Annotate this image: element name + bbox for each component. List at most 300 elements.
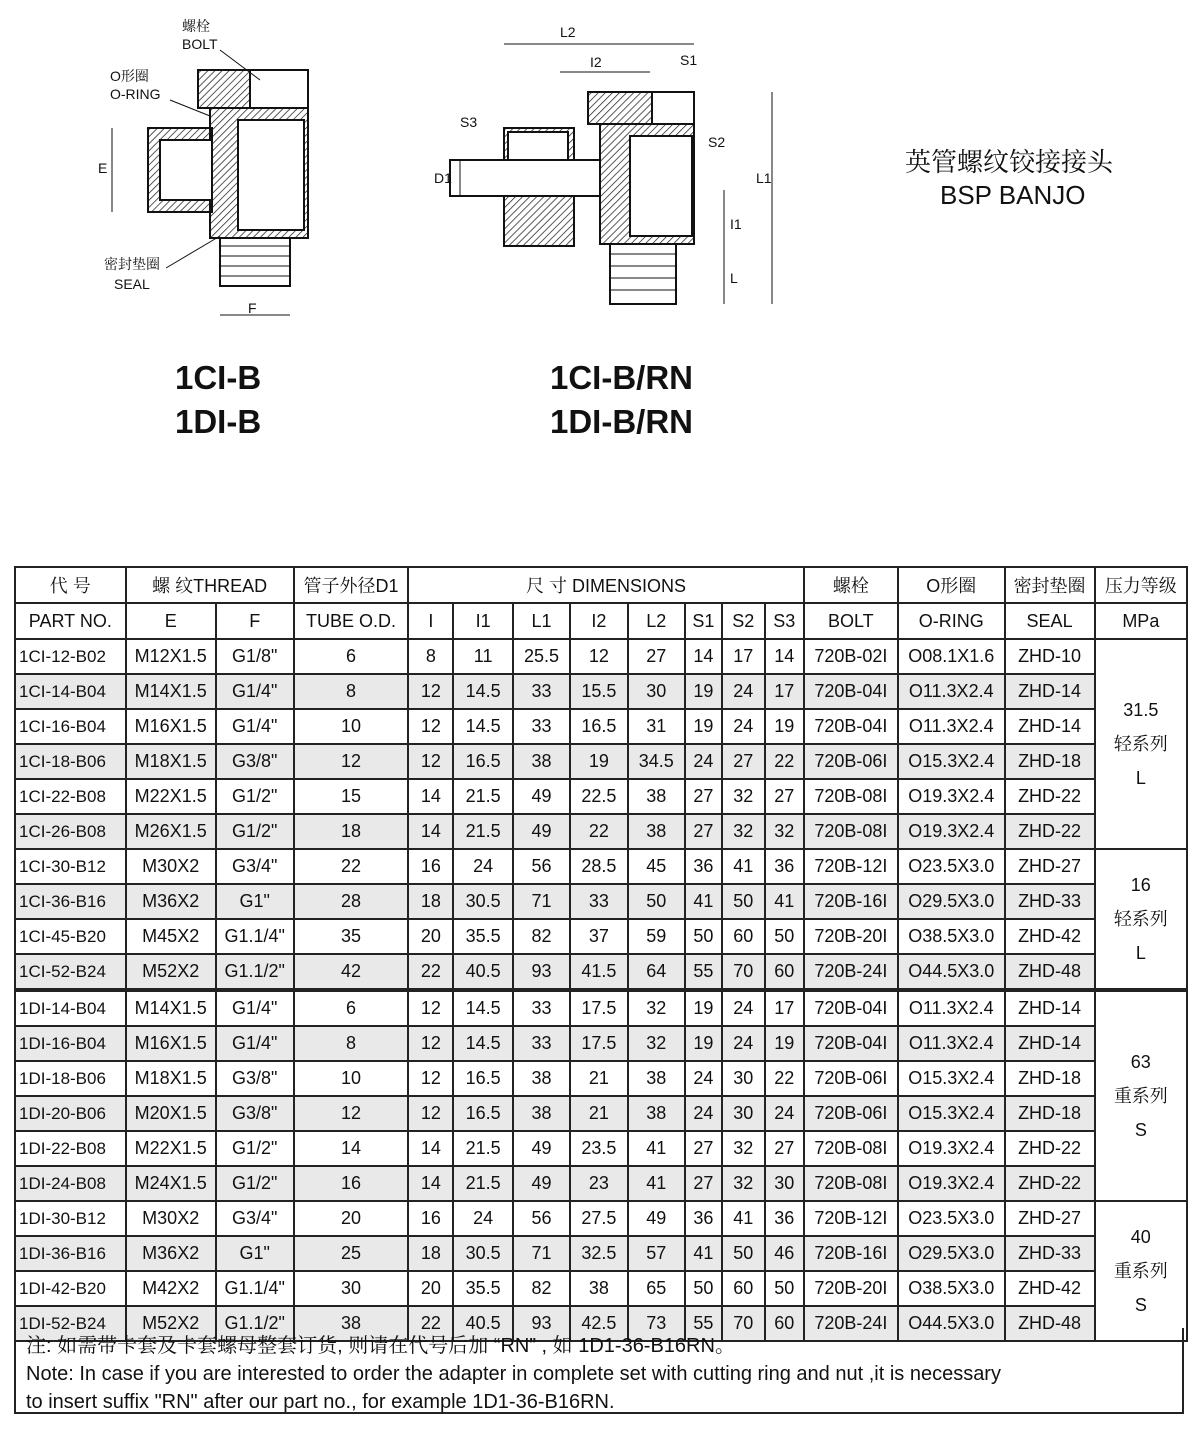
table-cell: 49: [513, 779, 570, 814]
header-seal-cn: 密封垫圈: [1005, 567, 1095, 603]
table-cell: 41: [722, 849, 765, 884]
table-cell: 27: [685, 1166, 722, 1201]
table-cell: 18: [408, 1236, 453, 1271]
table-row: [15, 954, 1187, 990]
table-cell: M18X1.5: [126, 1061, 216, 1096]
table-cell: 720B-24I: [804, 954, 898, 990]
table-cell: 57: [628, 1236, 685, 1271]
table-cell: 49: [513, 1166, 570, 1201]
table-cell: 38: [628, 779, 685, 814]
table-cell: 32: [722, 1166, 765, 1201]
pressure-series-cn: 重系列: [1113, 1086, 1168, 1106]
table-row: [15, 1201, 1187, 1236]
table-row: [15, 1026, 1187, 1061]
table-cell: 45: [628, 849, 685, 884]
table-cell: O15.3X2.4: [898, 1061, 1005, 1096]
pressure-value: 16: [1130, 875, 1151, 895]
table-cell: ZHD-48: [1005, 1306, 1095, 1341]
header-pressure-en: MPa: [1095, 603, 1187, 639]
pressure-series-cn: 轻系列: [1113, 734, 1168, 754]
table-row: [15, 779, 1187, 814]
table-cell: 16.5: [453, 1061, 512, 1096]
part-number-cell: 1DI-24-B08: [15, 1166, 126, 1201]
table-cell: 720B-16I: [804, 1236, 898, 1271]
header-bolt-cn: 螺栓: [804, 567, 898, 603]
table-cell: M18X1.5: [126, 744, 216, 779]
table-cell: 42: [294, 954, 409, 990]
table-cell: 30: [628, 674, 685, 709]
table-cell: 71: [513, 1236, 570, 1271]
table-cell: O19.3X2.4: [898, 779, 1005, 814]
table-cell: 27: [685, 1131, 722, 1166]
table-cell: 16: [408, 849, 453, 884]
table-cell: 10: [294, 1061, 409, 1096]
table-cell: 27: [685, 779, 722, 814]
table-cell: 14: [408, 1131, 453, 1166]
dim-s1-label: S1: [680, 52, 698, 68]
table-cell: 12: [294, 1096, 409, 1131]
pressure-class-cell: [1095, 639, 1187, 849]
table-cell: 19: [685, 709, 722, 744]
table-cell: ZHD-42: [1005, 1271, 1095, 1306]
part-number-cell: 1DI-52-B24: [15, 1306, 126, 1341]
table-cell: O29.5X3.0: [898, 1236, 1005, 1271]
table-cell: O38.5X3.0: [898, 919, 1005, 954]
table-cell: 30: [294, 1271, 409, 1306]
part-number-cell: 1CI-26-B08: [15, 814, 126, 849]
table-cell: 56: [513, 849, 570, 884]
table-cell: M14X1.5: [126, 674, 216, 709]
table-cell: 24: [685, 1061, 722, 1096]
table-cell: 32: [722, 1131, 765, 1166]
table-cell: O19.3X2.4: [898, 1131, 1005, 1166]
banjo-rn-section-drawing: [430, 20, 800, 320]
table-cell: 30.5: [453, 884, 512, 919]
table-cell: ZHD-33: [1005, 1236, 1095, 1271]
pressure-value: 63: [1130, 1052, 1151, 1072]
table-cell: 14.5: [453, 709, 512, 744]
table-cell: G1": [216, 1236, 294, 1271]
table-cell: G3/8": [216, 1061, 294, 1096]
product-title-en: BSP BANJO: [940, 180, 1086, 210]
table-cell: 28.5: [570, 849, 627, 884]
table-cell: 30.5: [453, 1236, 512, 1271]
table-cell: 20: [408, 919, 453, 954]
table-cell: 720B-04I: [804, 990, 898, 1026]
table-cell: M16X1.5: [126, 709, 216, 744]
header-seal-en: SEAL: [1005, 603, 1095, 639]
table-cell: 32.5: [570, 1236, 627, 1271]
table-cell: 30: [722, 1061, 765, 1096]
table-cell: 38: [628, 1096, 685, 1131]
table-cell: 32: [628, 990, 685, 1026]
table-cell: ZHD-33: [1005, 884, 1095, 919]
table-cell: 8: [294, 674, 409, 709]
table-cell: 41.5: [570, 954, 627, 990]
table-cell: 12: [408, 1061, 453, 1096]
table-row: [15, 884, 1187, 919]
table-cell: O29.5X3.0: [898, 884, 1005, 919]
table-cell: 720B-08I: [804, 779, 898, 814]
pressure-class-cell: [1095, 849, 1187, 990]
table-cell: 16: [408, 1201, 453, 1236]
table-cell: 14: [408, 779, 453, 814]
table-cell: 38: [513, 1061, 570, 1096]
table-cell: G3/4": [216, 1201, 294, 1236]
note-en-line1: Note: In case if you are interested to order the adapter in complete set with cutting ring and nut ,it is necessary: [26, 1363, 1001, 1385]
table-cell: 40.5: [453, 954, 512, 990]
table-cell: G1/2": [216, 779, 294, 814]
dimension-table: [14, 566, 1188, 1342]
table-cell: ZHD-10: [1005, 639, 1095, 674]
table-cell: G1": [216, 884, 294, 919]
part-number-cell: 1CI-14-B04: [15, 674, 126, 709]
table-cell: 50: [722, 1236, 765, 1271]
pressure-series-cn: 重系列: [1113, 1261, 1168, 1281]
table-cell: 19: [685, 1026, 722, 1061]
table-cell: 21.5: [453, 779, 512, 814]
table-cell: O11.3X2.4: [898, 1026, 1005, 1061]
table-cell: G1/4": [216, 674, 294, 709]
table-cell: O15.3X2.4: [898, 1096, 1005, 1131]
table-cell: 16.5: [570, 709, 627, 744]
table-cell: 15: [294, 779, 409, 814]
seal-en-label: SEAL: [114, 276, 150, 292]
table-cell: 56: [513, 1201, 570, 1236]
table-cell: G1/4": [216, 1026, 294, 1061]
table-cell: 720B-08I: [804, 814, 898, 849]
table-cell: 720B-04I: [804, 709, 898, 744]
table-cell: M52X2: [126, 954, 216, 990]
drawing-left: [70, 10, 330, 330]
table-cell: ZHD-22: [1005, 814, 1095, 849]
table-cell: 36: [765, 849, 804, 884]
table-cell: ZHD-42: [1005, 919, 1095, 954]
pressure-class-cell: [1095, 990, 1187, 1201]
model-right-1: 1CI-B/RN: [550, 359, 694, 396]
table-cell: 65: [628, 1271, 685, 1306]
table-cell: 23.5: [570, 1131, 627, 1166]
part-number-cell: 1CI-36-B16: [15, 884, 126, 919]
table-cell: 720B-24I: [804, 1306, 898, 1341]
bolt-en-label: BOLT: [182, 36, 218, 52]
pressure-series: L: [1135, 768, 1146, 788]
table-cell: G1.1/4": [216, 919, 294, 954]
table-cell: 36: [765, 1201, 804, 1236]
table-cell: 34.5: [628, 744, 685, 779]
pressure-value: 31.5: [1123, 700, 1159, 720]
table-cell: ZHD-27: [1005, 849, 1095, 884]
table-header-row-1: [15, 567, 1187, 603]
table-cell: 14.5: [453, 674, 512, 709]
table-cell: 720B-08I: [804, 1131, 898, 1166]
model-left-2: 1DI-B: [175, 403, 262, 440]
table-cell: 38: [628, 814, 685, 849]
table-cell: 41: [722, 1201, 765, 1236]
table-cell: 27: [722, 744, 765, 779]
table-cell: ZHD-22: [1005, 1166, 1095, 1201]
table-row: [15, 744, 1187, 779]
table-cell: 49: [513, 814, 570, 849]
table-cell: 25.5: [513, 639, 570, 674]
header-thread: 螺 纹THREAD: [126, 567, 294, 603]
table-cell: 19: [570, 744, 627, 779]
header-col-i: I: [408, 603, 453, 639]
table-cell: 12: [570, 639, 627, 674]
table-cell: 18: [294, 814, 409, 849]
part-number-cell: 1DI-30-B12: [15, 1201, 126, 1236]
table-cell: 24: [722, 674, 765, 709]
table-cell: 21: [570, 1061, 627, 1096]
table-cell: 10: [294, 709, 409, 744]
table-cell: 41: [628, 1131, 685, 1166]
table-cell: G1/2": [216, 1166, 294, 1201]
table-cell: 93: [513, 954, 570, 990]
dim-s2-label: S2: [708, 134, 726, 150]
table-cell: 60: [722, 1271, 765, 1306]
table-cell: ZHD-27: [1005, 1201, 1095, 1236]
table-cell: 32: [722, 779, 765, 814]
table-row: [15, 1271, 1187, 1306]
part-number-cell: 1CI-30-B12: [15, 849, 126, 884]
table-cell: 720B-06I: [804, 1096, 898, 1131]
dim-f-label: F: [248, 300, 257, 316]
table-cell: 59: [628, 919, 685, 954]
table-cell: M24X1.5: [126, 1166, 216, 1201]
table-cell: G1/2": [216, 814, 294, 849]
table-cell: M12X1.5: [126, 639, 216, 674]
table-cell: 720B-02I: [804, 639, 898, 674]
header-part-en: PART NO.: [15, 603, 126, 639]
table-cell: 37: [570, 919, 627, 954]
header-col-s3: S3: [765, 603, 804, 639]
table-cell: 33: [570, 884, 627, 919]
table-cell: 17.5: [570, 990, 627, 1026]
part-number-cell: 1DI-20-B06: [15, 1096, 126, 1131]
table-cell: M42X2: [126, 1271, 216, 1306]
table-cell: M14X1.5: [126, 990, 216, 1026]
dim-l2-label: L2: [560, 24, 576, 40]
table-cell: ZHD-14: [1005, 709, 1095, 744]
table-cell: 24: [685, 1096, 722, 1131]
table-cell: 16.5: [453, 1096, 512, 1131]
part-number-cell: 1DI-18-B06: [15, 1061, 126, 1096]
table-cell: O44.5X3.0: [898, 954, 1005, 990]
table-cell: 19: [685, 674, 722, 709]
table-cell: 14: [408, 1166, 453, 1201]
table-cell: G1/4": [216, 709, 294, 744]
table-cell: 19: [765, 1026, 804, 1061]
table-cell: 24: [722, 990, 765, 1026]
table-cell: 14: [765, 639, 804, 674]
table-cell: 21: [570, 1096, 627, 1131]
table-cell: 27.5: [570, 1201, 627, 1236]
table-cell: 70: [722, 954, 765, 990]
table-cell: G3/8": [216, 744, 294, 779]
table-cell: G1/4": [216, 990, 294, 1026]
table-cell: 42.5: [570, 1306, 627, 1341]
table-cell: 49: [628, 1201, 685, 1236]
header-col-i2: I2: [570, 603, 627, 639]
table-cell: 12: [294, 744, 409, 779]
table-row: [15, 1166, 1187, 1201]
table-cell: 93: [513, 1306, 570, 1341]
table-cell: 50: [722, 884, 765, 919]
table-cell: O15.3X2.4: [898, 744, 1005, 779]
table-cell: 35.5: [453, 1271, 512, 1306]
table-header-row-2: [15, 603, 1187, 639]
table-cell: 27: [765, 779, 804, 814]
table-cell: 41: [685, 884, 722, 919]
dim-l-label: L: [730, 270, 738, 286]
table-cell: G3/4": [216, 849, 294, 884]
header-pressure-cn: 压力等级: [1095, 567, 1187, 603]
table-cell: 38: [513, 1096, 570, 1131]
table-cell: 73: [628, 1306, 685, 1341]
table-cell: O11.3X2.4: [898, 990, 1005, 1026]
table-cell: 82: [513, 1271, 570, 1306]
table-cell: 12: [408, 709, 453, 744]
table-cell: 8: [408, 639, 453, 674]
table-cell: 16.5: [453, 744, 512, 779]
model-right-2: 1DI-B/RN: [550, 403, 694, 440]
table-cell: 720B-04I: [804, 674, 898, 709]
note-cn: 注: 如需带卡套及卡套螺母整套订货, 则请在代号后加 “RN” , 如 1D1-36-B16RN。: [26, 1335, 735, 1357]
table-cell: 64: [628, 954, 685, 990]
header-bolt-en: BOLT: [804, 603, 898, 639]
table-cell: 27: [765, 1131, 804, 1166]
table-row: [15, 1096, 1187, 1131]
table-cell: 24: [453, 849, 512, 884]
table-cell: 38: [513, 744, 570, 779]
header-oring-cn: O形圈: [898, 567, 1005, 603]
dim-l1-label: L1: [756, 170, 772, 186]
header-f: F: [216, 603, 294, 639]
table-cell: G1/2": [216, 1131, 294, 1166]
table-cell: 12: [408, 1026, 453, 1061]
table-cell: 16: [294, 1166, 409, 1201]
table-row: [15, 674, 1187, 709]
table-cell: 12: [408, 1096, 453, 1131]
part-number-cell: 1CI-52-B24: [15, 954, 126, 990]
pressure-series: S: [1134, 1120, 1147, 1140]
pressure-series: S: [1134, 1295, 1147, 1315]
table-cell: 27: [685, 814, 722, 849]
table-cell: 50: [765, 1271, 804, 1306]
table-cell: 35: [294, 919, 409, 954]
table-cell: 40.5: [453, 1306, 512, 1341]
model-left-1: 1CI-B: [175, 359, 262, 396]
table-cell: M36X2: [126, 884, 216, 919]
dim-d1-label: D1: [434, 170, 452, 186]
table-cell: 31: [628, 709, 685, 744]
note-en-line2: to insert suffix "RN" after our part no., for example 1D1-36-B16RN.: [26, 1391, 615, 1413]
table-cell: 8: [294, 1026, 409, 1061]
header-col-s1: S1: [685, 603, 722, 639]
table-cell: 720B-06I: [804, 1061, 898, 1096]
table-row: [15, 919, 1187, 954]
table-cell: 720B-16I: [804, 884, 898, 919]
table-cell: 22: [294, 849, 409, 884]
part-number-cell: 1DI-22-B08: [15, 1131, 126, 1166]
table-cell: 50: [685, 919, 722, 954]
table-cell: G3/8": [216, 1096, 294, 1131]
pressure-series-cn: 轻系列: [1113, 909, 1168, 929]
table-row: [15, 990, 1187, 1026]
table-cell: 24: [722, 1026, 765, 1061]
table-cell: 33: [513, 990, 570, 1026]
table-cell: 30: [722, 1096, 765, 1131]
table-cell: 36: [685, 1201, 722, 1236]
table-cell: 25: [294, 1236, 409, 1271]
part-number-cell: 1CI-12-B02: [15, 639, 126, 674]
header-tube-cn: 管子外径D1: [294, 567, 409, 603]
table-cell: 18: [408, 884, 453, 919]
table-cell: 14: [685, 639, 722, 674]
part-number-cell: 1DI-14-B04: [15, 990, 126, 1026]
table-cell: O08.1X1.6: [898, 639, 1005, 674]
header-oring-en: O-RING: [898, 603, 1005, 639]
oring-en-label: O-RING: [110, 86, 161, 102]
header-col-i1: I1: [453, 603, 512, 639]
table-cell: 71: [513, 884, 570, 919]
table-cell: 50: [765, 919, 804, 954]
order-note: [14, 1328, 1184, 1414]
dim-i1-label: I1: [730, 216, 742, 232]
table-cell: 41: [628, 1166, 685, 1201]
table-cell: 21.5: [453, 1166, 512, 1201]
table-cell: 720B-12I: [804, 1201, 898, 1236]
table-cell: 22: [765, 744, 804, 779]
part-number-cell: 1CI-18-B06: [15, 744, 126, 779]
table-cell: 60: [722, 919, 765, 954]
part-number-cell: 1CI-16-B04: [15, 709, 126, 744]
table-cell: 22: [570, 814, 627, 849]
table-cell: O38.5X3.0: [898, 1271, 1005, 1306]
table-cell: M26X1.5: [126, 814, 216, 849]
table-row: [15, 709, 1187, 744]
table-cell: G1/8": [216, 639, 294, 674]
table-row: [15, 849, 1187, 884]
part-number-cell: 1CI-22-B08: [15, 779, 126, 814]
table-cell: 6: [294, 990, 409, 1026]
table-cell: M30X2: [126, 849, 216, 884]
header-dimensions: 尺 寸 DIMENSIONS: [408, 567, 803, 603]
table-cell: 24: [765, 1096, 804, 1131]
table-cell: 720B-20I: [804, 919, 898, 954]
table-cell: 28: [294, 884, 409, 919]
table-cell: 35.5: [453, 919, 512, 954]
table-cell: 19: [685, 990, 722, 1026]
table-cell: O11.3X2.4: [898, 709, 1005, 744]
table-cell: ZHD-14: [1005, 990, 1095, 1026]
table-cell: 17.5: [570, 1026, 627, 1061]
table-cell: 32: [628, 1026, 685, 1061]
oring-cn-label: O形圈: [110, 68, 149, 84]
table-cell: 49: [513, 1131, 570, 1166]
part-number-cell: 1CI-45-B20: [15, 919, 126, 954]
table-cell: 720B-08I: [804, 1166, 898, 1201]
pressure-class-cell: [1095, 1201, 1187, 1341]
table-cell: 38: [628, 1061, 685, 1096]
table-cell: 12: [408, 674, 453, 709]
table-cell: 33: [513, 1026, 570, 1061]
table-cell: 32: [765, 814, 804, 849]
pressure-value: 40: [1130, 1227, 1151, 1247]
table-cell: 11: [453, 639, 512, 674]
table-body: [15, 639, 1187, 1341]
table-cell: 46: [765, 1236, 804, 1271]
